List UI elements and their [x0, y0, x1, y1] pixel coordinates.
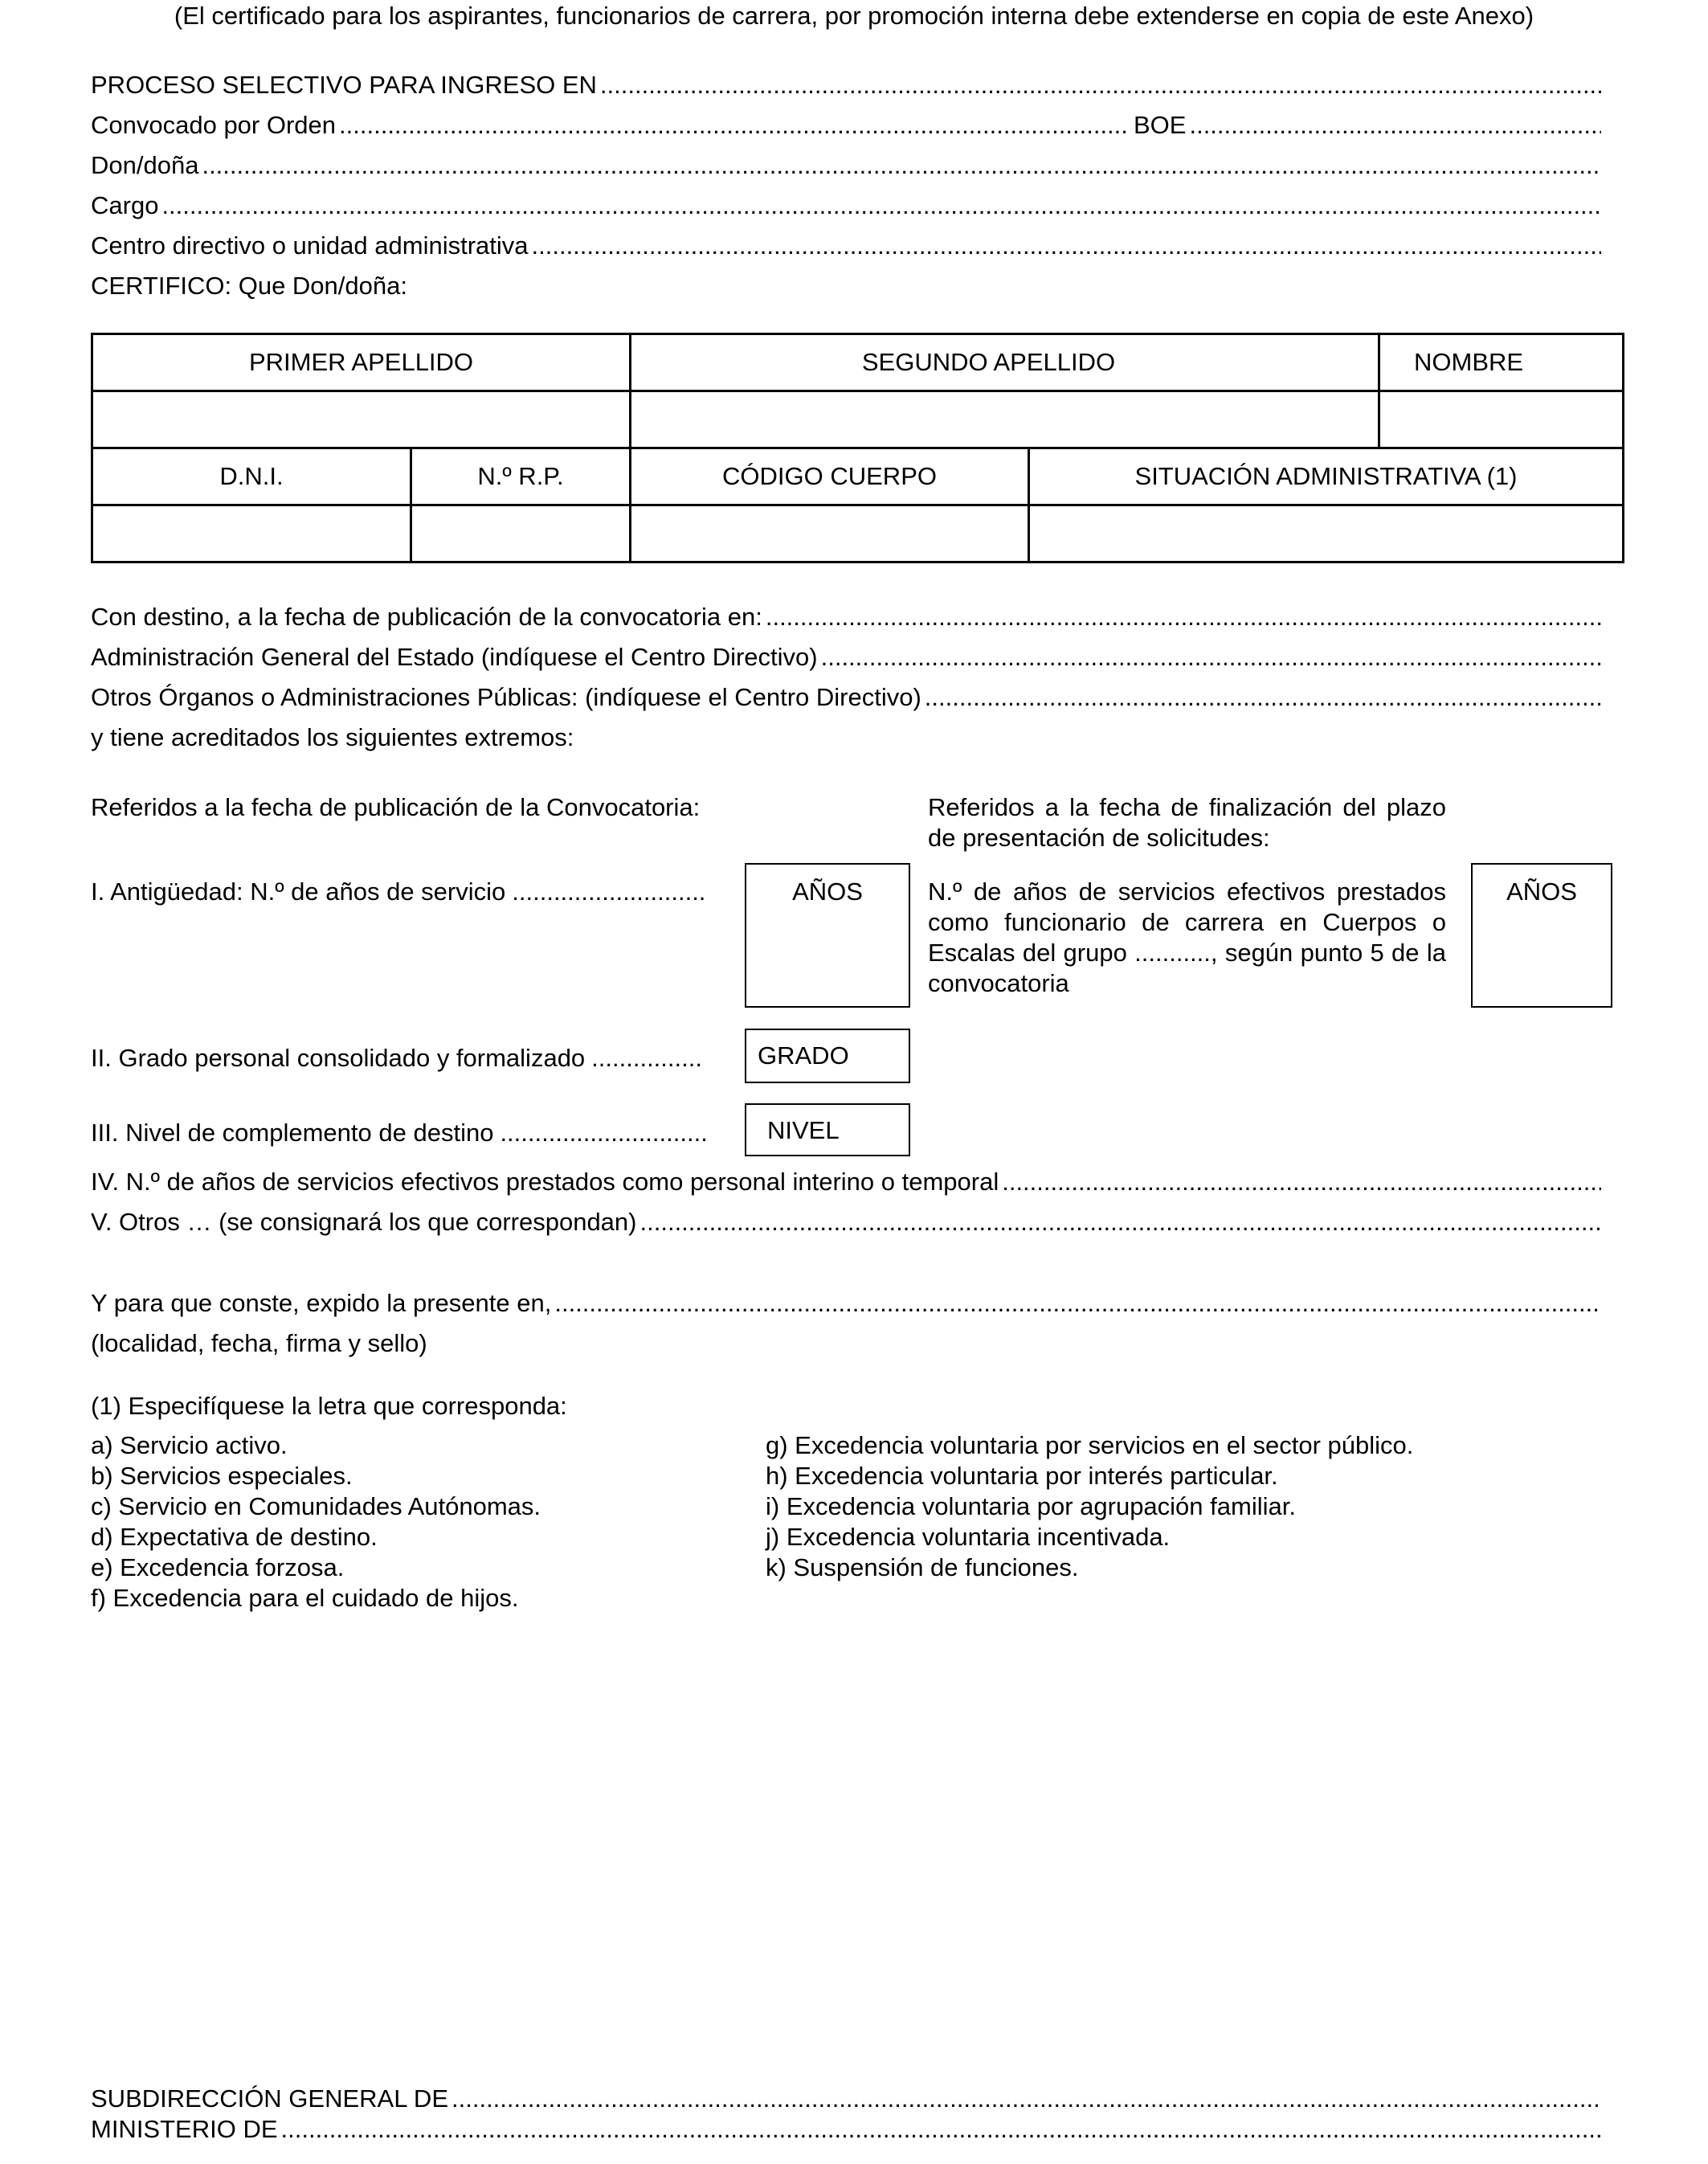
item-i-dots: ............................ — [512, 877, 706, 906]
dni-cell[interactable] — [92, 505, 411, 562]
destino-label-2: Administración General del Estado (indíquese el Centro Directivo) — [91, 643, 818, 671]
header-segundo-apellido: SEGUNDO APELLIDO — [631, 334, 1379, 391]
boe-part — [1134, 109, 1601, 141]
cargo-line — [91, 190, 1601, 222]
item-ii-label: II. Grado personal consolidado y formalizado — [91, 1044, 586, 1072]
header-note: (El certificado para los aspirantes, funcionarios de carrera, por promoción interna debe extenderse en copia de este Anexo) — [174, 2, 1534, 30]
list-item: i) Excedencia voluntaria por agrupación familiar. — [766, 1492, 1296, 1520]
list-item: f) Excedencia para el cuidado de hijos. — [91, 1584, 519, 1612]
anos-box-left-label: AÑOS — [792, 877, 863, 906]
nrp-cell[interactable] — [411, 505, 631, 562]
anos-box-right-label: AÑOS — [1506, 877, 1577, 906]
item-iv-fill[interactable] — [1002, 1166, 1601, 1198]
segundo-apellido-cell[interactable] — [631, 391, 1379, 448]
subdireccion-label: SUBDIRECCIÓN GENERAL DE — [91, 2084, 448, 2113]
header-nombre: NOMBRE — [1379, 334, 1624, 391]
list-item: b) Servicios especiales. — [91, 1462, 353, 1490]
item-v-fill[interactable] — [640, 1206, 1602, 1238]
list-item: a) Servicio activo. — [91, 1431, 288, 1459]
destino-fill-3[interactable] — [925, 681, 1601, 714]
subdireccion-line — [91, 2083, 1601, 2115]
codigo-cuerpo-cell[interactable] — [631, 505, 1029, 562]
list-item: d) Expectativa de destino. — [91, 1523, 378, 1551]
item-iii-dots: .............................. — [500, 1119, 708, 1147]
destino-label-3: Otros Órganos o Administraciones Públicas: (indíquese el Centro Directivo) — [91, 683, 921, 711]
grado-box-label: GRADO — [758, 1041, 849, 1070]
centro-label: Centro directivo o unidad administrativa — [91, 231, 529, 260]
centro-line — [91, 230, 1601, 262]
header-situacion-administrativa: SITUACIÓN ADMINISTRATIVA (1) — [1029, 448, 1624, 505]
list-item: g) Excedencia voluntaria por servicios en el sector público. — [766, 1431, 1414, 1459]
item-i-label: I. Antigüedad: N.º de años de servicio — [91, 877, 506, 906]
item-v — [91, 1206, 1601, 1238]
item-i — [91, 877, 733, 907]
proceso-label: PROCESO SELECTIVO PARA INGRESO EN — [91, 71, 597, 99]
proceso-fill[interactable] — [600, 69, 1601, 101]
destino-line-4: y tiene acreditados los siguientes extremos: — [91, 723, 574, 751]
list-item: h) Excedencia voluntaria por interés particular. — [766, 1462, 1278, 1490]
footnote-title: (1) Especifíquese la letra que corresponda: — [91, 1392, 567, 1420]
destino-line-2 — [91, 641, 1601, 673]
item-ii-dots: ................ — [591, 1044, 702, 1072]
grado-box[interactable] — [745, 1029, 910, 1083]
destino-fill-1[interactable] — [766, 601, 1601, 633]
table-row — [92, 448, 1624, 505]
closing-line-1 — [91, 1287, 1601, 1319]
footnote-left-list — [91, 1430, 750, 1614]
anos-box-left[interactable] — [745, 863, 910, 1008]
ministerio-label: MINISTERIO DE — [91, 2115, 278, 2143]
destino-label-1: Con destino, a la fecha de publicación de la convocatoria en: — [91, 603, 762, 631]
convocado-part — [91, 109, 1127, 141]
nivel-box[interactable] — [745, 1103, 910, 1156]
list-item: k) Suspensión de funciones. — [766, 1553, 1079, 1581]
item-iii-label: III. Nivel de complemento de destino — [91, 1119, 494, 1147]
ministerio-line — [91, 2113, 1601, 2146]
anos-box-right[interactable] — [1471, 863, 1612, 1008]
convocado-label: Convocado por Orden — [91, 111, 337, 139]
cargo-fill[interactable] — [161, 190, 1601, 222]
list-item: e) Excedencia forzosa. — [91, 1553, 345, 1581]
boe-label: BOE — [1134, 111, 1187, 139]
item-iii — [91, 1118, 733, 1148]
destino-line-1 — [91, 601, 1601, 633]
table-row — [92, 505, 1624, 562]
closing-line-2: (localidad, fecha, firma y sello) — [91, 1329, 427, 1357]
don-line — [91, 149, 1601, 182]
personal-data-table — [91, 333, 1624, 563]
list-item: c) Servicio en Comunidades Autónomas. — [91, 1492, 541, 1520]
right-column-heading: Referidos a la fecha de finalización del plazo de presentación de solicitudes: — [928, 793, 1446, 852]
certifico-line: CERTIFICO: Que Don/doña: — [91, 272, 407, 300]
situacion-administrativa-cell[interactable] — [1029, 505, 1624, 562]
left-column-heading: Referidos a la fecha de publicación de la Convocatoria: — [91, 793, 701, 821]
nivel-box-label: NIVEL — [767, 1116, 840, 1144]
header-dni: D.N.I. — [92, 448, 411, 505]
don-fill[interactable] — [202, 149, 1601, 182]
centro-fill[interactable] — [532, 230, 1602, 262]
footnote-right-list — [766, 1430, 1609, 1583]
header-nrp: N.º R.P. — [411, 448, 631, 505]
nombre-cell[interactable] — [1379, 391, 1624, 448]
cargo-label: Cargo — [91, 191, 159, 219]
primer-apellido-cell[interactable] — [92, 391, 631, 448]
convocado-fill[interactable] — [339, 109, 1127, 141]
convocado-line — [91, 109, 1601, 141]
subdireccion-fill[interactable] — [452, 2083, 1601, 2115]
closing-label: Y para que conste, expido la presente en, — [91, 1289, 552, 1317]
table-row — [92, 391, 1624, 448]
proceso-line — [91, 69, 1601, 101]
header-codigo-cuerpo: CÓDIGO CUERPO — [631, 448, 1029, 505]
right-item-text: N.º de años de servicios efectivos prestados como funcionario de carrera en Cuerpos o Escalas del grupo ..........., según punto 5 de la convocatoria — [928, 877, 1446, 997]
item-v-label: V. Otros … (se consignará los que correspondan) — [91, 1208, 637, 1236]
header-primer-apellido: PRIMER APELLIDO — [92, 334, 631, 391]
item-iv-label: IV. N.º de años de servicios efectivos prestados como personal interino o temporal — [91, 1168, 999, 1196]
destino-line-3 — [91, 681, 1601, 714]
table-row — [92, 334, 1624, 391]
item-ii — [91, 1043, 733, 1074]
closing-fill[interactable] — [554, 1287, 1601, 1319]
destino-fill-2[interactable] — [821, 641, 1601, 673]
item-iv — [91, 1166, 1601, 1198]
ministerio-fill[interactable] — [281, 2113, 1601, 2146]
don-label: Don/doña — [91, 151, 199, 179]
boe-fill[interactable] — [1189, 109, 1601, 141]
list-item: j) Excedencia voluntaria incentivada. — [766, 1523, 1171, 1551]
